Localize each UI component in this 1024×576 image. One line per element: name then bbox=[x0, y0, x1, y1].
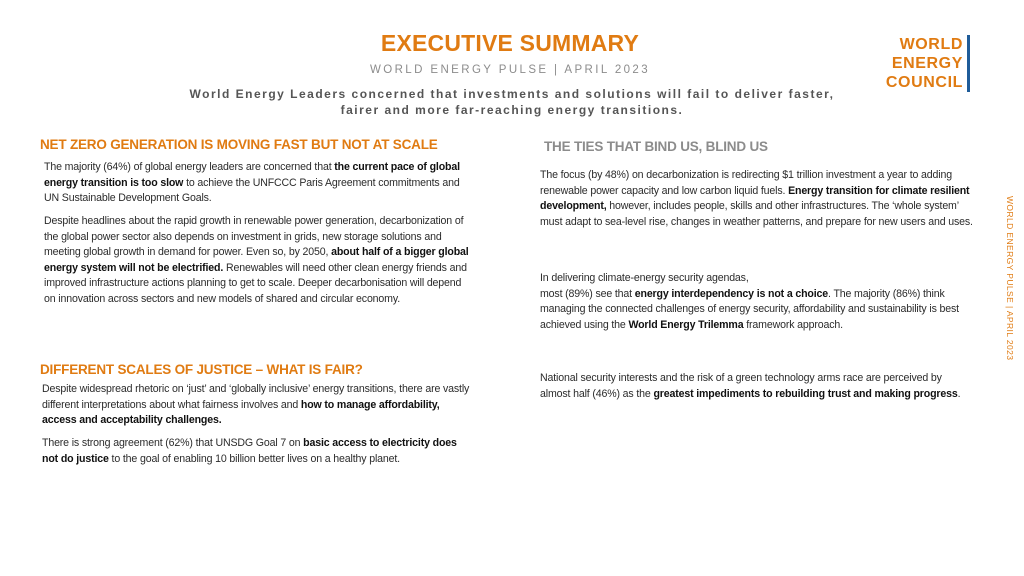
section-heading-ties: THE TIES THAT BIND US, BLIND US bbox=[544, 139, 768, 154]
text: to the goal of enabling 10 billion better lives on a healthy planet. bbox=[108, 452, 400, 465]
section-heading-net-zero: NET ZERO GENERATION IS MOVING FAST BUT NOT AT SCALE bbox=[40, 137, 438, 152]
text: framework approach. bbox=[743, 318, 843, 331]
emphasis: energy interdependency is not a choice bbox=[634, 287, 829, 300]
emphasis: greatest impediments to rebuilding trust and making progress bbox=[653, 387, 958, 400]
text: Despite headlines about the rapid growth in renewable power generation, decarbonization of the global power sector also depends on investment in grids, new storage solutions and meeting global growth in demand for power. Even so, by 2050, bbox=[44, 215, 464, 258]
paragraph-net-zero-2 bbox=[44, 214, 470, 307]
paragraph-net-zero-1 bbox=[44, 160, 464, 207]
text: however, includes people, skills and other infrastructures. The ‘whole system’ must adapt to sea-level rise, changes in weather patterns, and prepare for new users and uses. bbox=[540, 200, 973, 228]
world-energy-council-logo bbox=[886, 35, 970, 92]
text: most (89%) see that bbox=[540, 287, 635, 300]
emphasis: how to manage affordability, access and acceptability challenges. bbox=[42, 398, 440, 426]
emphasis: Energy transition for climate resilient development, bbox=[540, 184, 970, 212]
paragraph-justice-2 bbox=[42, 436, 474, 467]
section-heading-justice: DIFFERENT SCALES OF JUSTICE – WHAT IS FAIR? bbox=[40, 362, 363, 377]
text: There is strong agreement (62%) that UNSDG Goal 7 on bbox=[42, 437, 304, 449]
text: Despite widespread rhetoric on ‘just’ and ‘globally inclusive’ energy transitions, there are vastly different interpretations about what fairness involves and bbox=[42, 383, 470, 411]
tagline: World Energy Leaders concerned that investments and solutions will fail to deliver faster, fairer and more far-reaching energy transitions. bbox=[189, 87, 835, 117]
text: Renewables will need other clean energy friends and improved infrastructure actions planning to get to scale. Deeper decarbonisation will depend on innovation across sectors and new models of shared and circular economy. bbox=[44, 261, 467, 305]
text: National security interests and the risk of a green technology arms race are perceived by almost half (46%) as the bbox=[540, 372, 942, 400]
text: The majority (64%) of global energy leaders are concerned that bbox=[44, 161, 335, 173]
emphasis: the current pace of global energy transition is too slow bbox=[44, 161, 460, 189]
logo-line-3: COUNCIL bbox=[885, 74, 963, 91]
text: . The majority (86%) think managing the connected challenges of energy security, affordability and sustainability is best achieved using the bbox=[540, 287, 959, 331]
side-label: WORLD ENERGY PULSE | APRIL 2023 bbox=[1005, 196, 1015, 361]
text: In delivering climate-energy security agendas, bbox=[540, 272, 749, 284]
text: . bbox=[957, 387, 961, 400]
text: to achieve the UNFCCC Paris Agreement commitments and UN Sustainable Development Goals. bbox=[44, 176, 460, 204]
paragraph-justice-1 bbox=[42, 382, 474, 429]
logo-line-2: ENERGY bbox=[891, 55, 963, 72]
paragraph-ties-1 bbox=[540, 168, 980, 230]
text: The focus (by 48%) on decarbonization is redirecting $1 trillion investment a year to adding renewable power capacity and low carbon liquid fuels. bbox=[540, 169, 952, 197]
logo-line-1: WORLD bbox=[899, 36, 963, 53]
paragraph-ties-3 bbox=[540, 371, 970, 402]
paragraph-ties-2 bbox=[540, 271, 970, 333]
emphasis: about half of a bigger global energy system will not be electrified. bbox=[44, 246, 469, 274]
page-subtitle: WORLD ENERGY PULSE | APRIL 2023 bbox=[370, 64, 650, 76]
emphasis: basic access to electricity does not do justice bbox=[42, 437, 457, 465]
emphasis: World Energy Trilemma bbox=[628, 318, 744, 331]
page-title: EXECUTIVE SUMMARY bbox=[380, 30, 640, 56]
